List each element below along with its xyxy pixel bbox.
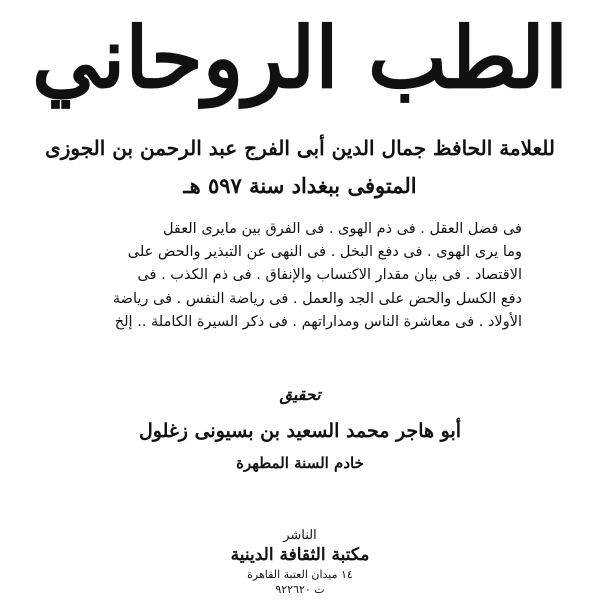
publisher-label: الناشر (283, 528, 317, 543)
publisher-address: ١٤ ميدان العتبة القاهرة (247, 568, 353, 581)
description-line: فى فضل العقل . فى ذم الهوى . فى الفرق بين مايرى العقل (162, 221, 522, 237)
author-line: للعلامة الحافظ جمال الدين أبى الفرج عبد الرحمن بن الجوزى (45, 136, 555, 160)
description-line: الاقتصاد . فى بيان مقدار الاكتساب والإنفاق . فى ذم الكذب . فى (137, 267, 522, 284)
tahqiq-label: تحقيق (279, 385, 321, 404)
editor-name: أبو هاجر محمد السعيد بن بسيونى زغلول (138, 420, 462, 442)
publisher-phone: ت ٩٢٢٦٢٠ (275, 583, 325, 596)
publisher-name: مكتبة الثقافة الدينية (230, 545, 370, 565)
death-date-line: المتوفى ببغداد سنة ٥٩٧ هـ (183, 173, 417, 198)
description-line: وما يرى الهوى . فى دفع البخل . فى النهى عن التبذير والحض على (127, 244, 522, 261)
publisher-block (210, 528, 390, 597)
book-title: الطب الروحاني (31, 8, 569, 107)
description-line: دفع الكسل والحض على الجد والعمل . فى رياضة النفس . فى رياضة (112, 290, 522, 307)
editor-title: خادم السنة المطهرة (236, 454, 364, 472)
contents-description (82, 218, 522, 334)
description-line: الأولاد . فى معاشرة الناس ومداراتهم . فى ذكر السيرة الكاملة .. إلخ (114, 313, 522, 330)
